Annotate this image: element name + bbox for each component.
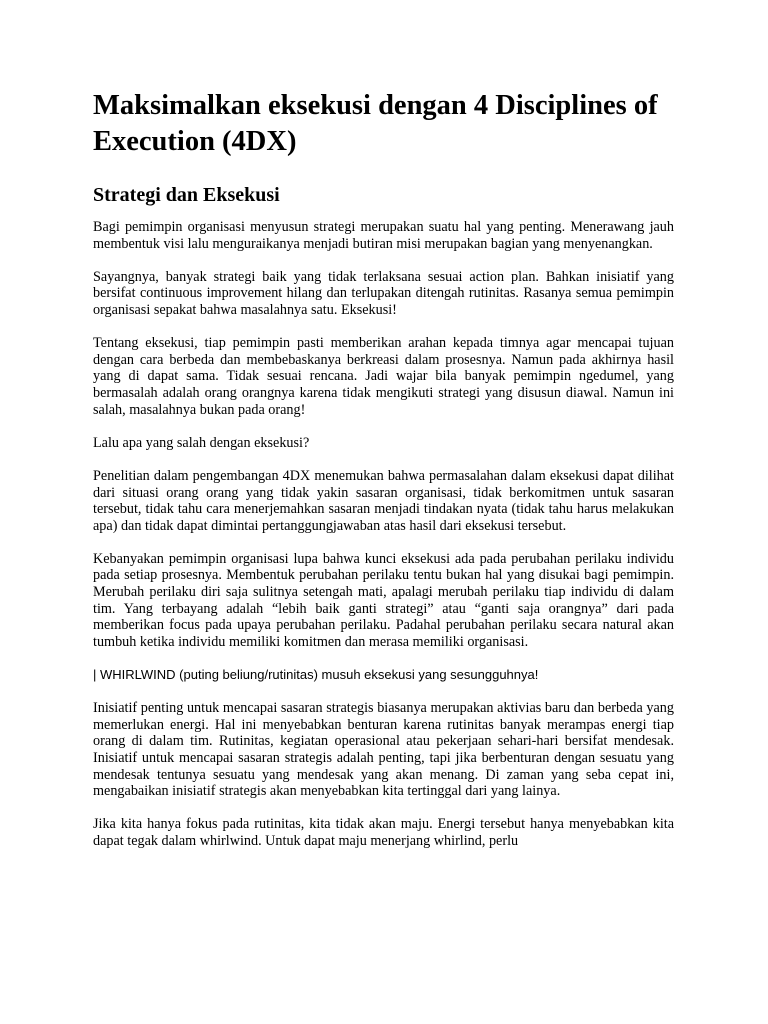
paragraph: Bagi pemimpin organisasi menyusun strategi merupakan suatu hal yang penting. Menerawang jauh membentuk visi lalu menguraikanya menjadi butiran misi merupakan bagian yang menyenangkan. — [93, 219, 674, 252]
whirlwind-heading: | WHIRLWIND (puting beliung/rutinitas) musuh eksekusi yang sesungguhnya! — [93, 667, 539, 683]
paragraph: Lalu apa yang salah dengan eksekusi? — [93, 434, 310, 451]
paragraph: Inisiatif penting untuk mencapai sasaran strategis biasanya merupakan aktivias baru dan berbeda yang memerlukan energi. Hal ini menyebabkan benturan karena rutinitas banyak merampas energi tiap orang di dalam tim. Rutinitas, kegiatan operasional atau pekerjaan sehari-hari bersifat mendesak. Inisiatif untuk mencapai sasaran strategis adalah penting, tapi jika berbenturan dengan sesuatu yang mendesak tentunya sesuatu yang mendesak yang akan menang. Di zaman yang seba cepat ini, mengabaikan inisiatif strategis akan menyebabkan kita tertinggal dari yang lainya. — [93, 700, 674, 800]
paragraph: Tentang eksekusi, tiap pemimpin pasti memberikan arahan kepada timnya agar mencapai tujuan dengan cara berbeda dan membebaskanya berkreasi dalam prosesnya. Namun pada akhirnya hasil yang di dapat sama. Tidak sesuai rencana. Jadi wajar bila banyak pemimpin ngedumel, yang bermasalah adalah orang orangnya karena tidak mengikuti strategi yang disusun diawal. Namun ini salah, masalahnya bukan pada orang! — [93, 335, 674, 418]
section-heading: Strategi dan Eksekusi — [93, 184, 280, 206]
paragraph: Jika kita hanya fokus pada rutinitas, kita tidak akan maju. Energi tersebut hanya menyebabkan kita dapat tegak dalam whirlwind. Untuk dapat maju menerjang whirlind, perlu — [93, 816, 674, 849]
document-title: Maksimalkan eksekusi dengan 4 Disciplines of Execution (4DX) — [93, 90, 658, 157]
paragraph: Penelitian dalam pengembangan 4DX menemukan bahwa permasalahan dalam eksekusi dapat dilihat dari situasi orang orang yang tidak yakin sasaran organisasi, tidak berkomitmen untuk sasaran tersebut, tidak tahu cara menerjemahkan sasaran menjadi tindakan nyata (tidak tahu harus melakukan apa) dan tidak dapat dimintai pertanggungjawaban atas hasil dari eksekusi tersebut. — [93, 467, 674, 534]
paragraph: Sayangnya, banyak strategi baik yang tidak terlaksana sesuai action plan. Bahkan inisiatif yang bersifat continuous improvement hilang dan terlupakan ditengah rutinitas. Rasanya semua pemimpin organisasi sepakat bahwa masalahnya satu. Eksekusi! — [93, 268, 674, 318]
paragraph: Kebanyakan pemimpin organisasi lupa bahwa kunci eksekusi ada pada perubahan perilaku individu pada setiap prosesnya. Membentuk perubahan perilaku tentu bukan hal yang disukai bagi pemimpin. Merubah perilaku diri saja sulitnya setengah mati, apalagi merubah perilaku tiap individu di dalam tim. Yang terbayang adalah “lebih baik ganti strategi” atau “ganti saja orangnya” dari pada memberikan focus pada upaya perubahan perilaku. Padahal perubahan perilaku secara natural akan tumbuh ketika individu memiliki komitmen dan merasa memiliki organisasi. — [93, 550, 674, 650]
document-page — [93, 88, 674, 866]
